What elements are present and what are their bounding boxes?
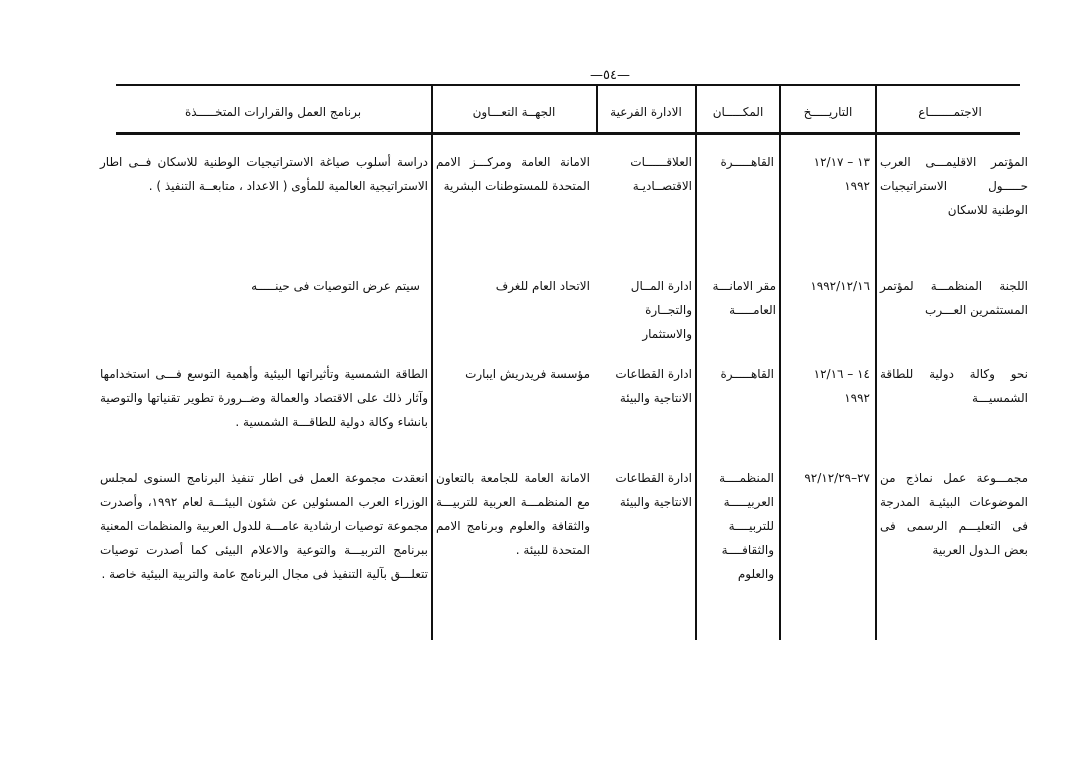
column-divider — [875, 84, 877, 640]
table-cell-meeting: المؤتمر الاقليمـــى العرب حـــــول الاستراتيجيات الوطنية للاسكان — [880, 155, 1028, 217]
table-cell-department: العلاقــــــات الاقتصــاديـة — [630, 155, 692, 193]
table-cell-date: ٢٧–٩٢/١٢/٢٩ — [804, 471, 870, 485]
table-cell-partner: الاتحاد العام للغرف — [495, 279, 590, 293]
table-cell-date: ١٣ – ١٢/١٧ ١٩٩٢ — [813, 155, 870, 193]
header-meeting: الاجتمـــــــاع — [918, 105, 982, 119]
column-divider — [431, 84, 433, 640]
table-cell-program: دراسة أسلوب صياغة الاستراتيجيات الوطنية للاسكان فــى اطار الاستراتيجية العالمية للمأوى ( الاعداد ، متابعــة التنفيذ ) . — [100, 155, 428, 193]
table-cell-department: ادارة القطاعات الانتاجية والبيئة — [615, 471, 692, 509]
header-program: برنامج العمل والقرارات المتخـــــذة — [184, 105, 362, 119]
table-cell-program: انعقدت مجموعة العمل فى اطار تنفيذ البرنامج السنوى لمجلس الوزراء العرب المسئولين عن شئون البيئـــة لعام ١٩٩٢، وأصدرت مجموعة توصيات ارشادية عامـــة للدول العربية والمنظمات المعنية ببرنامج التربيـــة والتوعية والاعلام البيئى كما أصدرت توصيات تتعلـــق بآلية التنفيذ فى مجال البرنامج عامة والتربية البيئية خاصة . — [100, 471, 428, 581]
table-cell-place: المنظمــــة العربيـــــة للتربيــــة والثقافــــة والعلوم — [719, 471, 774, 581]
column-divider — [779, 84, 781, 640]
header-date: التاريـــــخ — [803, 105, 853, 119]
table-cell-partner: الامانة العامة للجامعة بالتعاون مع المنظمـــة العربية للتربيـــة والثقافة والعلوم وبرنامج الامم المتحدة للبيئة . — [436, 471, 590, 557]
table-cell-meeting: نحو وكالة دولية للطاقة الشمسيـــة — [880, 367, 1028, 405]
table-cell-program: سيتم عرض التوصيات فى حينـــــه — [251, 279, 420, 293]
column-divider — [695, 84, 697, 640]
header-partner: الجهــة التعـــاون — [472, 105, 556, 119]
table-cell-date: ١٩٩٢/١٢/١٦ — [810, 279, 870, 293]
table-cell-meeting: اللجنة المنظمـــة لمؤتمر المستثمرين العـــرب — [880, 279, 1028, 317]
table-cell-program: الطاقة الشمسية وتأثيراتها البيئية وأهمية التوسع فـــى استخدامها وآثار ذلك على الاقتصاد والعمالة وضــرورة تطوير تقنياتها والتوصية بانشاء وكالة دولية للطاقـــة الشمسية . — [100, 367, 428, 429]
table-cell-place: مقر الامانـــة العامـــــة — [712, 279, 776, 317]
table-cell-place: القاهـــــرة — [720, 155, 774, 169]
table-cell-department: ادارة القطاعات الانتاجية والبيئة — [615, 367, 692, 405]
table-header-rule — [116, 132, 1020, 135]
table-cell-date: ١٤ – ١٢/١٦ ١٩٩٢ — [813, 367, 870, 405]
table-cell-partner: الامانة العامة ومركـــز الامم المتحدة للمستوطنات البشرية — [436, 155, 590, 193]
table-cell-meeting: مجمـــوعة عمل نماذج من الموضوعات البيئيـة المدرجة فى التعليـــم الرسمى فى بعض الـدول العربية — [880, 471, 1028, 557]
table-cell-place: القاهـــــرة — [720, 367, 774, 381]
table-top-rule — [116, 84, 1020, 86]
table-cell-department: ادارة المــال والتجــارة والاستثمار — [630, 279, 692, 341]
table-cell-partner: مؤسسة فريدريش ايبارت — [465, 367, 590, 381]
header-place: المكـــــان — [712, 105, 764, 119]
header-department: الادارة الفرعية — [610, 105, 682, 119]
page-number: —٥٤— — [590, 68, 630, 83]
